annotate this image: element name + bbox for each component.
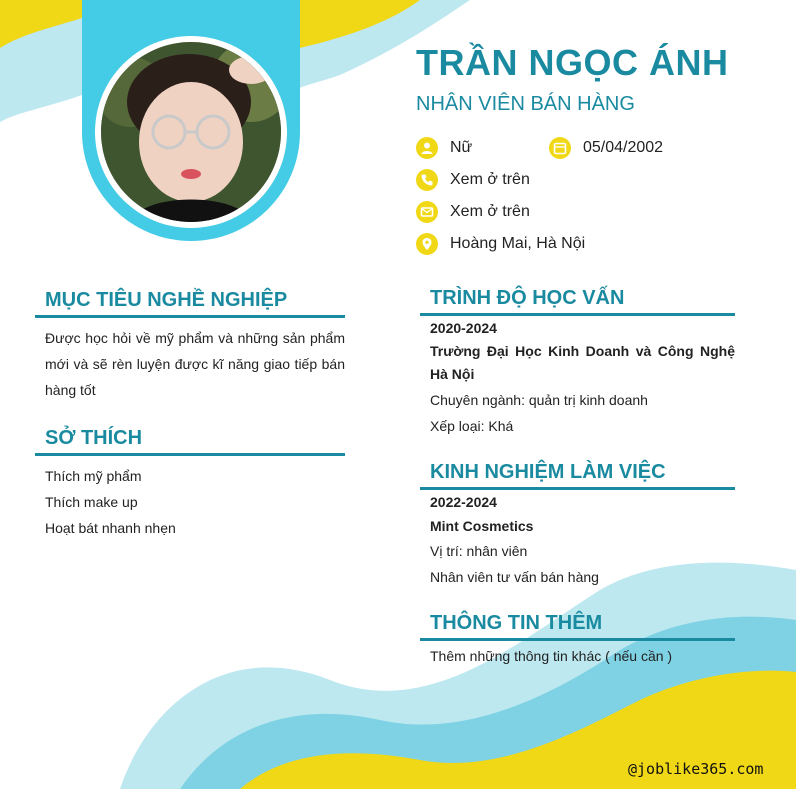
location-pin-icon bbox=[416, 233, 438, 255]
hobby-item: Thích mỹ phẩm bbox=[45, 468, 142, 484]
job-title: NHÂN VIÊN BÁN HÀNG bbox=[416, 93, 635, 115]
phone-value: Xem ở trên bbox=[450, 171, 530, 188]
experience-period: 2022-2024 bbox=[430, 494, 497, 510]
mail-icon bbox=[416, 201, 438, 223]
additional-info-title: THÔNG TIN THÊM bbox=[420, 612, 735, 641]
info-email bbox=[416, 201, 530, 223]
education-title: TRÌNH ĐỘ HỌC VẤN bbox=[420, 287, 735, 316]
info-address bbox=[416, 233, 585, 255]
education-grade: Xếp loại: Khá bbox=[430, 418, 514, 434]
experience-position: Vị trí: nhân viên bbox=[430, 543, 528, 559]
additional-info-body: Thêm những thông tin khác ( nếu cần ) bbox=[430, 648, 673, 664]
person-icon bbox=[416, 137, 438, 159]
experience-title: KINH NGHIỆM LÀM VIỆC bbox=[420, 461, 735, 490]
phone-icon bbox=[416, 169, 438, 191]
hobby-item: Hoạt bát nhanh nhẹn bbox=[45, 520, 176, 536]
education-major: Chuyên ngành: quản trị kinh doanh bbox=[430, 392, 648, 408]
profile-photo bbox=[101, 42, 281, 222]
experience-description: Nhân viên tư vấn bán hàng bbox=[430, 569, 599, 585]
calendar-icon bbox=[549, 137, 571, 159]
education-school: Trường Đại Học Kinh Doanh và Công Nghệ Hà Nội bbox=[430, 343, 735, 382]
info-phone bbox=[416, 169, 530, 191]
portrait-illustration bbox=[101, 42, 281, 222]
education-period: 2020-2024 bbox=[430, 320, 497, 336]
experience-company: Mint Cosmetics bbox=[430, 518, 534, 534]
career-objective-title: MỤC TIÊU NGHỀ NGHIỆP bbox=[35, 289, 345, 318]
email-value: Xem ở trên bbox=[450, 203, 530, 220]
hobbies-title: SỞ THÍCH bbox=[35, 427, 345, 456]
info-birthdate bbox=[549, 137, 663, 159]
info-gender bbox=[416, 137, 472, 159]
candidate-name: TRẦN NGỌC ÁNH bbox=[416, 42, 729, 83]
hobby-item: Thích make up bbox=[45, 494, 138, 510]
footer-handle: @joblike365.com bbox=[628, 760, 764, 778]
career-objective-body: Được học hỏi về mỹ phẩm và những sản phẩm mới và sẽ rèn luyện được kĩ năng giao tiếp bán hàng tốt bbox=[45, 330, 345, 398]
birthdate-value: 05/04/2002 bbox=[583, 139, 664, 156]
gender-value: Nữ bbox=[450, 139, 473, 156]
address-value: Hoàng Mai, Hà Nội bbox=[450, 235, 586, 252]
